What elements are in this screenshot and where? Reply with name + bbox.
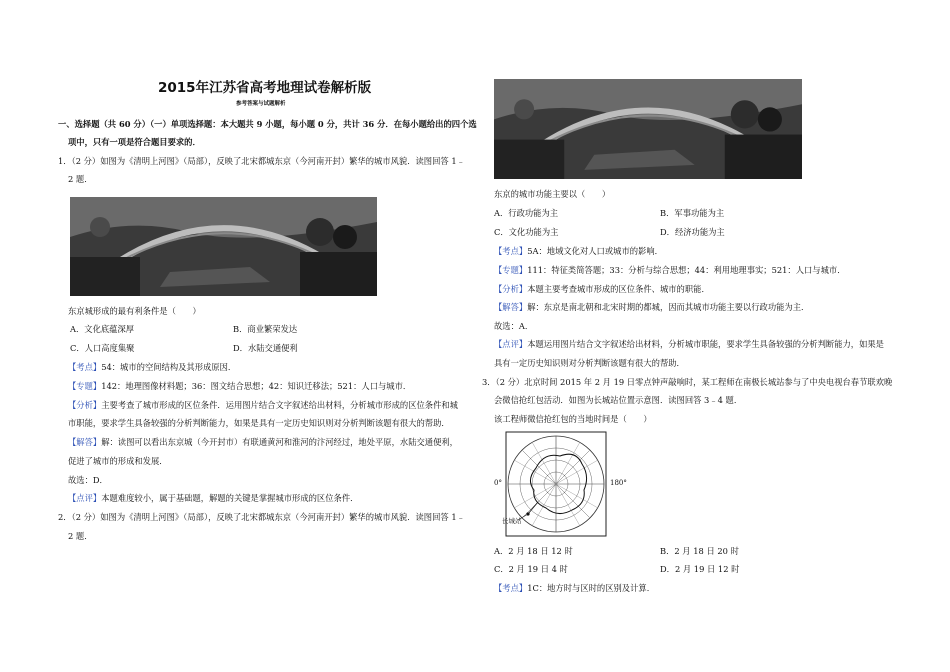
page-title: 2015年江苏省高考地理试卷解析版 [158, 80, 372, 96]
page-subtitle: 参考答案与试题解析 [236, 101, 286, 107]
section-heading-line2: 项中，只有一项是符合题目要求的． [68, 137, 201, 147]
q1-zhuanti-text: 142：地理图像材料题；36：图文结合思想；42：知识迁移法；521：人口与城市． [101, 381, 412, 391]
q2-question: 东京的城市功能主要以（ ） [494, 189, 611, 199]
q2-zhuanti-text: 111：特征类简答题；33：分析与综合思想；44：利用地理事实；521：人口与城市． [527, 265, 846, 275]
q2-kaodian-text: 5A：地域文化对人口或城市的影响． [527, 246, 663, 256]
q1-zhuanti [68, 380, 411, 393]
q1-stem-line1: 1．（2 分）如图为《清明上河图》（局部），反映了北宋都城东京（今河南开封）繁华的城市风貌．读图回答 1﹣ [58, 156, 465, 166]
q2-zhuanti [494, 264, 846, 277]
section-heading-line1: 一、选择题（共 60 分）（一）单项选择题：本大题共 9 小题，每小题 0 分，共计 36 分．在每小题给出的四个选 [58, 119, 477, 129]
q2-fenxi-text: 本题主要考查城市形成的区位条件、城市的职能． [527, 284, 710, 294]
q1-zhuanti-tag: 【专题】 [68, 381, 102, 391]
q3-question: 该工程师微信抢红包的当地时间是（ ） [494, 414, 652, 424]
map-label-changcheng-station: 长城站 [502, 517, 522, 525]
q2-answer: 故选：A． [494, 321, 534, 331]
q3-option-a: A．2 月 18 日 12 时 [494, 546, 573, 556]
q2-jieda [494, 301, 809, 314]
q3-option-b: B．2 月 18 日 20 时 [660, 546, 739, 556]
q2-dianping-text-1: 本题运用图片结合文字叙述给出材料，分析城市职能，要求学生具备较强的分析判断能力，如果是 [527, 339, 884, 349]
q1-fenxi-line2: 市职能，要求学生具备较强的分析判断能力，如果是具有一定历史知识则对分析判断该题有很大的帮助． [68, 418, 450, 428]
q2-option-a: A．行政功能为主 [494, 208, 559, 218]
map-label-180: 180° [610, 479, 627, 487]
q1-option-c: C．人口高度集聚 [70, 343, 135, 353]
q2-kaodian-tag: 【考点】 [494, 246, 528, 256]
q1-kaodian-text: 54：城市的空间结构及其形成原因． [101, 362, 237, 372]
q1-fenxi-text-1: 主要考查了城市形成的区位条件．运用图片结合文字叙述给出材料，分析城市形成的区位条件和城 [101, 400, 458, 410]
q2-option-b: B．军事功能为主 [660, 208, 725, 218]
q2-stem-line1: 2．（2 分）如图为《清明上河图》（局部），反映了北宋都城东京（今河南开封）繁华的城市风貌．读图回答 1﹣ [58, 512, 465, 522]
q1-fenxi-tag: 【分析】 [68, 400, 102, 410]
q1-stem-line2: 2 题． [68, 174, 93, 184]
q1-jieda [68, 436, 458, 449]
q2-jieda-tag: 【解答】 [494, 302, 528, 312]
q2-dianping [494, 338, 884, 351]
q1-option-a: A．文化底蕴深厚 [70, 324, 135, 334]
q1-kaodian-tag: 【考点】 [68, 362, 102, 372]
q1-kaodian [68, 361, 236, 374]
q3-kaodian [494, 582, 655, 595]
q3-stem-line1: 3．（2 分）北京时间 2015 年 2 月 19 日零点钟声敲响时，某工程师在南极长城站参与了中央电视台春节联欢晚 [482, 377, 893, 387]
q1-dianping [68, 492, 358, 505]
q3-option-d: D．2 月 19 日 12 时 [660, 564, 740, 574]
q1-dianping-text: 本题难度较小，属于基础题，解题的关键是掌握城市形成的区位条件． [101, 493, 359, 503]
qingming-painting-image-2 [494, 79, 802, 179]
q2-fenxi-tag: 【分析】 [494, 284, 528, 294]
q2-zhuanti-tag: 【专题】 [494, 265, 528, 275]
q3-kaodian-tag: 【考点】 [494, 583, 528, 593]
q2-option-c: C．文化功能为主 [494, 227, 559, 237]
q1-option-d: D．水陆交通便利 [233, 343, 298, 353]
q1-jieda-text-1: 解：读图可以看出东京城（今开封市）有联通黄河和淮河的汴河经过，地处平原，水陆交通便利， [101, 437, 458, 447]
q2-stem-line2: 2 题． [68, 531, 93, 541]
q2-fenxi [494, 283, 710, 296]
q2-jieda-text: 解：东京是南北朝和北宋时期的都城，因而其城市功能主要以行政功能为主． [527, 302, 810, 312]
q1-jieda-tag: 【解答】 [68, 437, 102, 447]
q2-kaodian [494, 245, 663, 258]
q3-option-c: C．2 月 19 日 4 时 [494, 564, 568, 574]
q2-dianping-line2: 具有一定历史知识则对分析判断该题有很大的帮助． [494, 358, 685, 368]
q1-question: 东京城形成的最有利条件是（ ） [68, 306, 201, 316]
q1-dianping-tag: 【点评】 [68, 493, 102, 503]
q1-option-b: B．商业繁荣发达 [233, 324, 298, 334]
q2-dianping-tag: 【点评】 [494, 339, 528, 349]
q3-kaodian-text: 1C：地方时与区时的区别及计算． [527, 583, 655, 593]
antarctic-map [488, 428, 638, 540]
map-label-0: 0° [494, 479, 502, 487]
q1-jieda-line2: 促进了城市的形成和发展． [68, 456, 168, 466]
q2-option-d: D．经济功能为主 [660, 227, 725, 237]
q1-answer: 故选：D． [68, 475, 108, 485]
q1-fenxi [68, 399, 458, 412]
q3-stem-line2: 会微信抢红包活动．如图为长城站位置示意图．读图回答 3﹣4 题． [494, 395, 743, 405]
qingming-painting-image [70, 197, 377, 296]
